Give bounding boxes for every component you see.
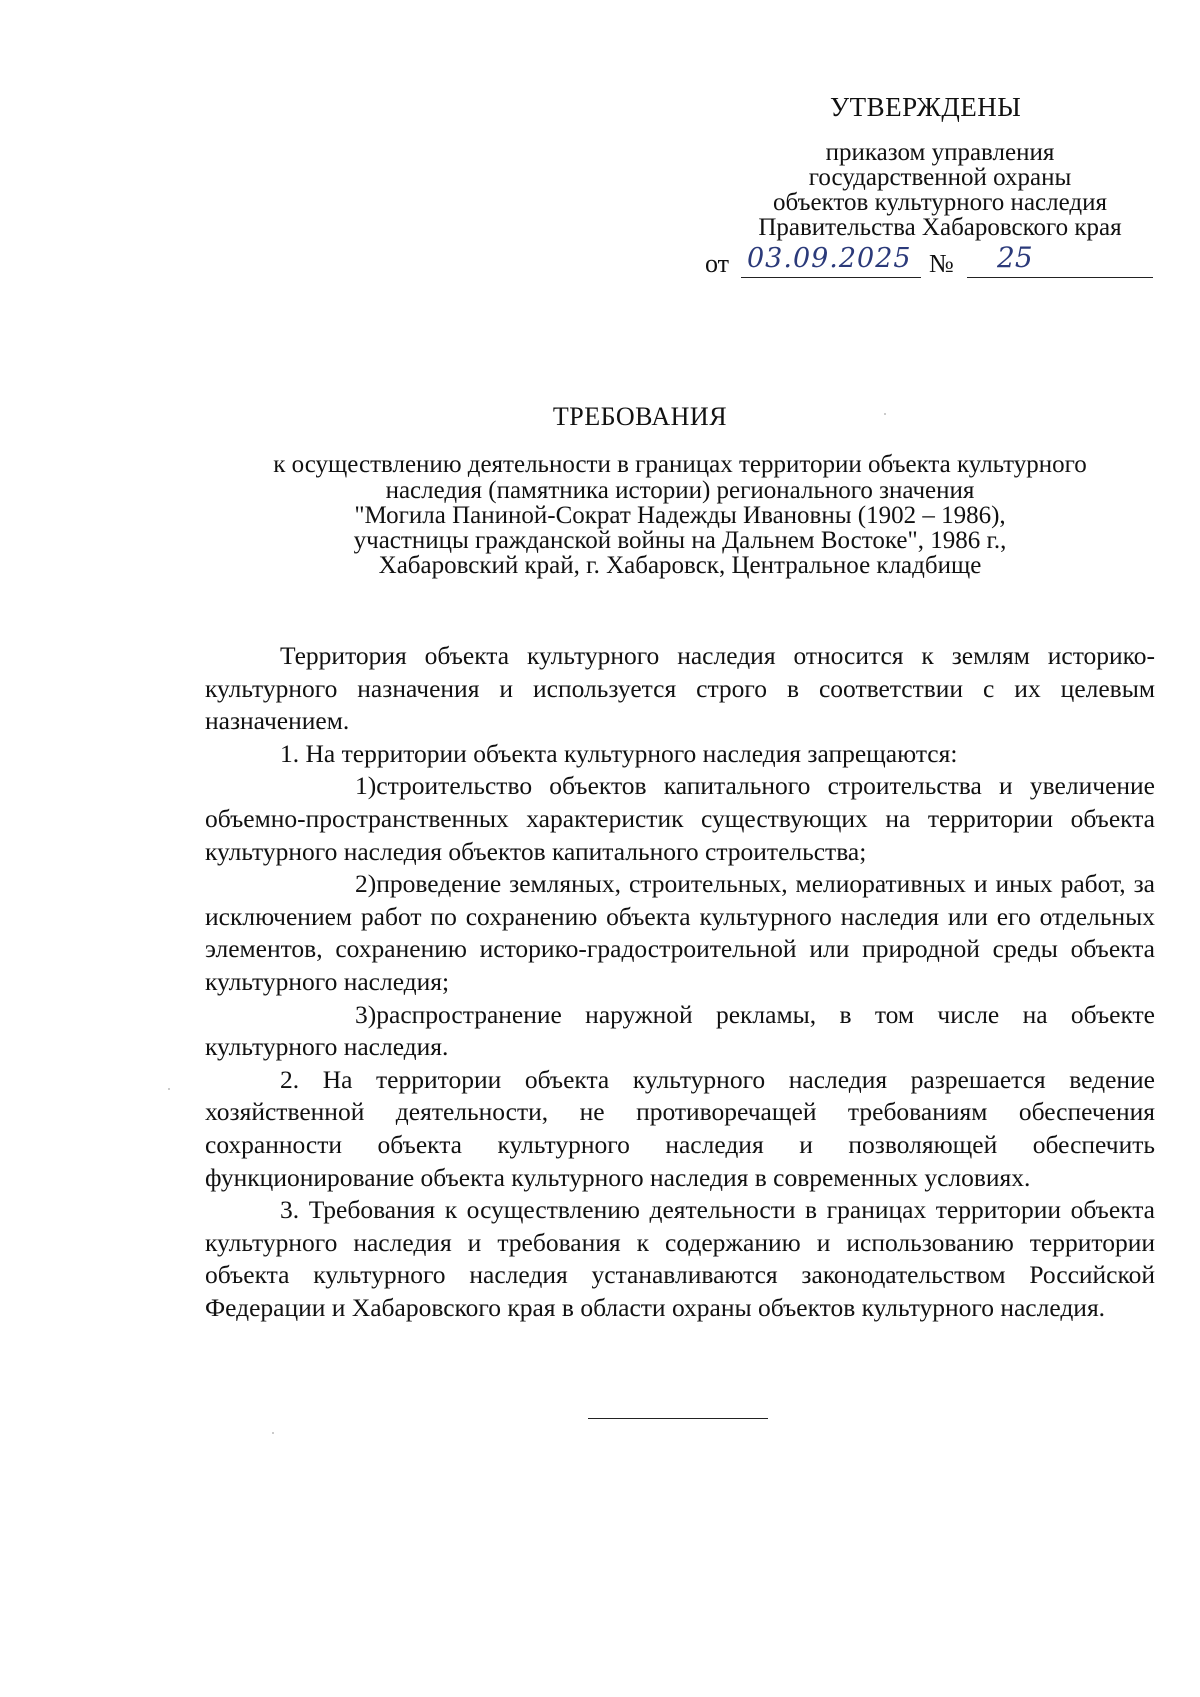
approval-line-4: Правительства Хабаровского края: [758, 214, 1122, 241]
item-text: распространение наружной рекламы, в том числе на объекте культурного наследия.: [205, 999, 1155, 1062]
scan-speck: [168, 1088, 170, 1090]
item-number: 2): [355, 869, 377, 899]
approval-title: УТВЕРЖДЕНЫ: [830, 92, 1022, 122]
subtitle-line-5: Хабаровский край, г. Хабаровск, Центральное кладбище: [378, 552, 982, 579]
item-text: строительство объектов капитального строительства и увеличение объемно-пространственных характеристик существующих на территории объекта культурного наследия объектов капитального строительства;: [205, 771, 1155, 866]
number-label: №: [929, 249, 954, 278]
scan-speck: [884, 413, 886, 415]
item-number: 3): [355, 999, 377, 1029]
section-1-heading: 1. На территории объекта культурного наследия запрещаются:: [280, 738, 958, 768]
date-field: [741, 243, 921, 278]
intro-paragraph: Территория объекта культурного наследия относится к землям историко-культурного назначения и используется строго в соответствии с их целевым назначением.: [205, 641, 1155, 736]
scan-speck: [272, 1432, 274, 1434]
prohibition-item-3: [205, 999, 1155, 1064]
handwritten-date: 03.09.2025: [747, 243, 912, 274]
subtitle-line-1: к осуществлению деятельности в границах территории объекта культурного: [273, 451, 1087, 478]
end-divider: [588, 1418, 768, 1419]
section-3-paragraph: 3. Требования к осуществлению деятельности в границах территории объекта культурного наследия и требования к содержанию и использованию территории объекта культурного наследия устанавливаются законодательством Российской Федерации и Хабаровского края в области охраны объектов культурного наследия.: [205, 1195, 1155, 1322]
prohibition-item-1: [205, 770, 1155, 868]
section-2-paragraph: 2. На территории объекта культурного наследия разрешается ведение хозяйственной деятельности, не противоречащей требованиям обеспечения сохранности объекта культурного наследия и позволяющей обеспечить функционирование объекта культурного наследия в современных условиях.: [205, 1064, 1155, 1192]
handwritten-number: 25: [997, 241, 1033, 274]
date-label: от: [705, 249, 730, 278]
document-title: ТРЕБОВАНИЯ: [552, 402, 728, 431]
prohibition-item-2: [205, 868, 1155, 998]
subtitle-line-3: "Могила Паниной-Сократ Надежды Ивановны (1902 – 1986),: [354, 502, 1006, 529]
item-number: 1): [355, 771, 377, 801]
order-date-number-row: [705, 241, 1155, 281]
approval-line-1: приказом управления: [825, 139, 1055, 166]
approval-line-3: объектов культурного наследия: [773, 189, 1107, 216]
approval-line-2: государственной охраны: [808, 164, 1072, 191]
item-text: проведение земляных, строительных, мелиоративных и иных работ, за исключением работ по сохранению объекта культурного наследия или его отдельных элементов, сохранению историко-градостроительной или природной среды объекта культурного наследия;: [205, 869, 1155, 996]
document-body: [205, 640, 1155, 1324]
subtitle-line-2: наследия (памятника истории) регионального значения: [385, 477, 975, 504]
number-field: [967, 241, 1153, 278]
subtitle-line-4: участницы гражданской войны на Дальнем Востоке", 1986 г.,: [353, 527, 1007, 554]
